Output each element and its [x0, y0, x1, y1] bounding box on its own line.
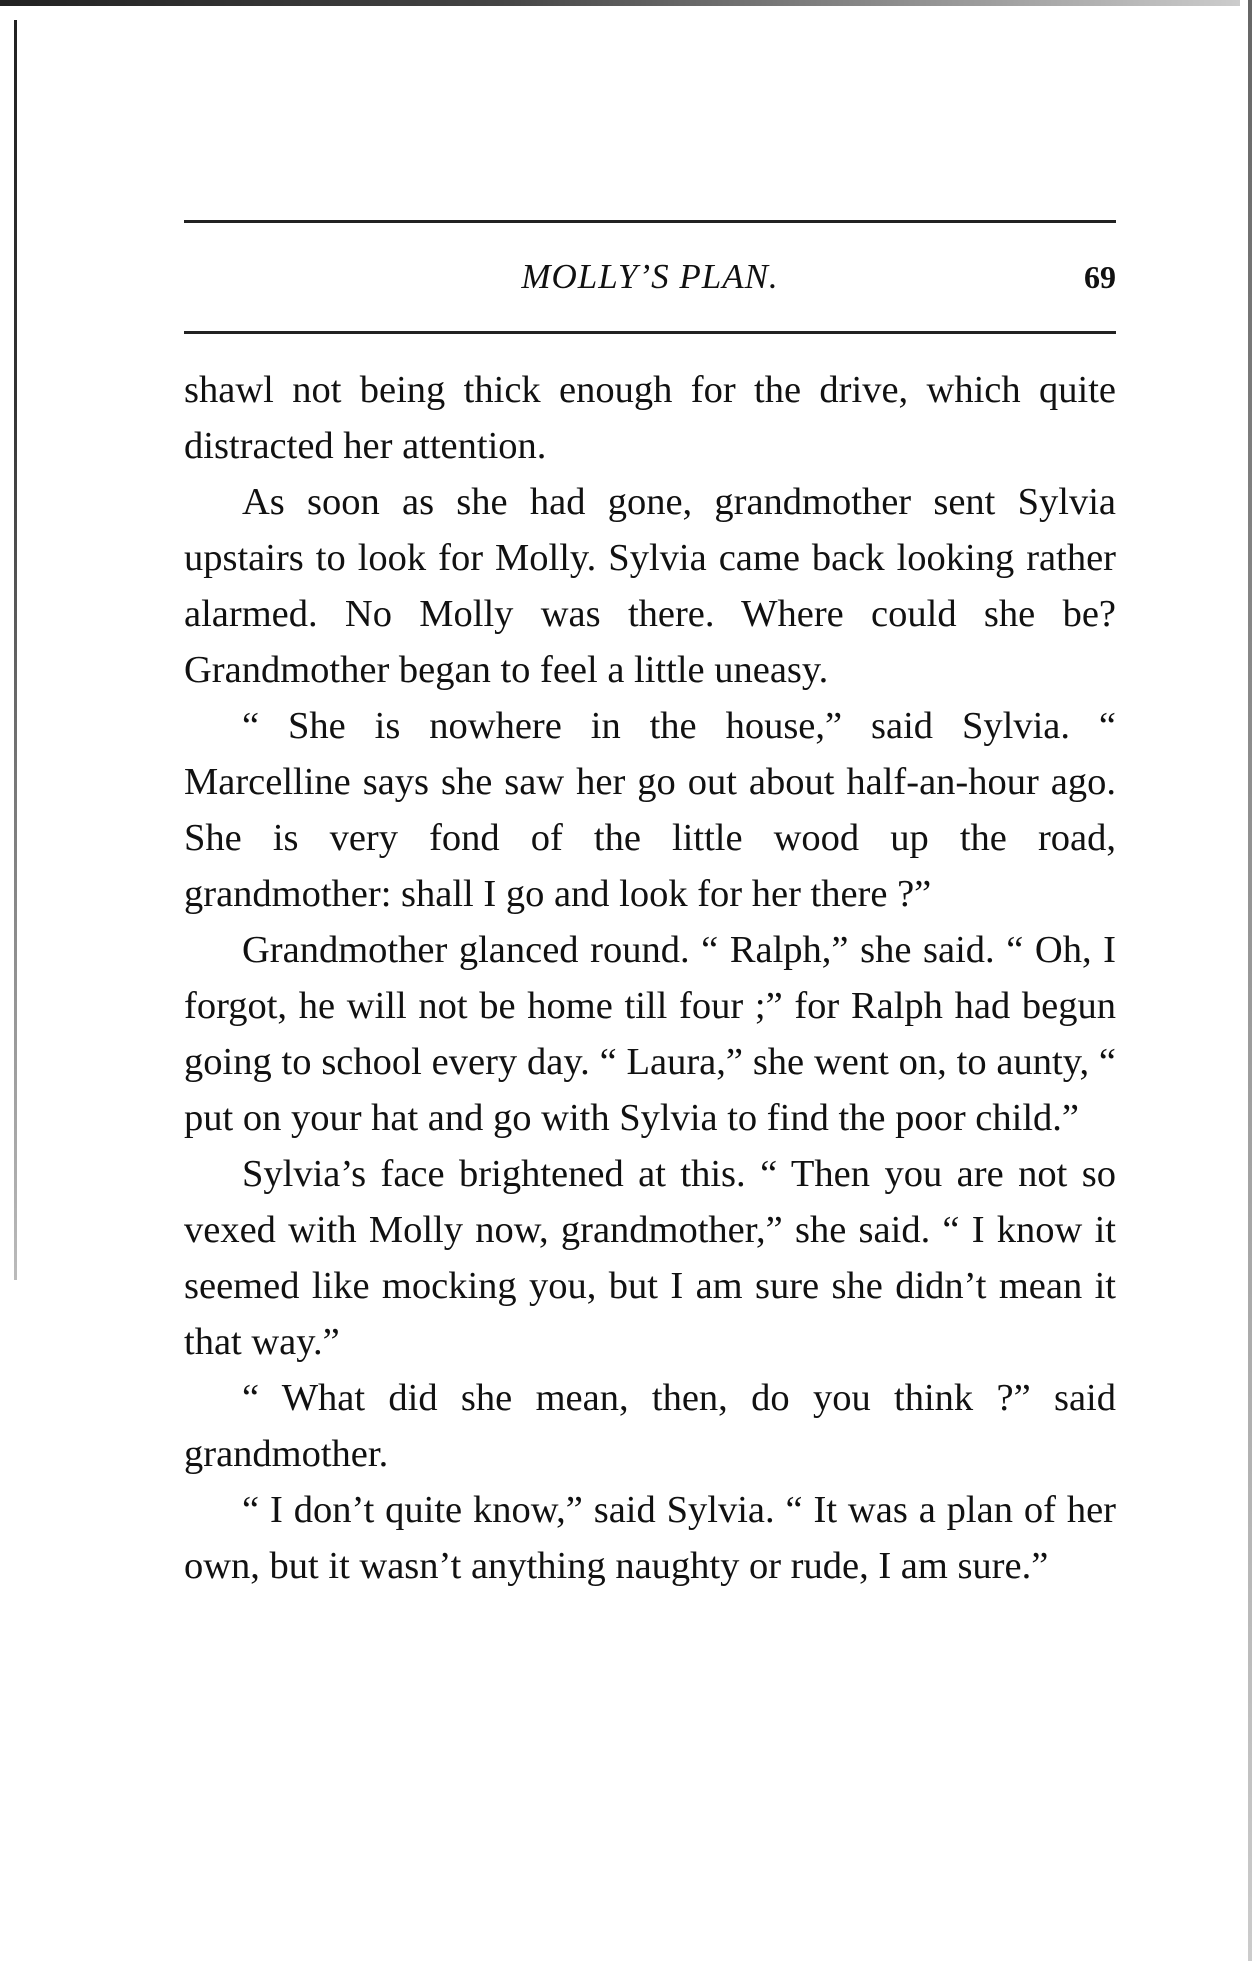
paragraph-1: shawl not being thick enough for the drive, which quite distracted her attention. [184, 369, 1116, 467]
page-header [184, 223, 1116, 331]
paragraph-4: Grandmother glanced round. “ Ralph,” she said. “ Oh, I forgot, he will not be home till four ;” for Ralph had begun going to school every day. “ Laura,” she went on, to aunty, “ put on your hat and go with Sylvia to find the poor child.” [184, 929, 1116, 1139]
header-bottom-rule [184, 331, 1116, 334]
paragraph-3: “ She is nowhere in the house,” said Sylvia. “ Marcelline says she saw her go out about half-an-hour ago. She is very fond of the little wood up the road, grandmother: shall I go and look for her there ?” [184, 705, 1116, 915]
page-number: 69 [1084, 258, 1116, 295]
scan-right-edge [1248, 0, 1252, 1961]
paragraph-5: Sylvia’s face brightened at this. “ Then you are not so vexed with Molly now, grandmother,” she said. “ I know it seemed like mocking you, but I am sure she didn’t mean it that way.” [184, 1153, 1116, 1363]
body-text [184, 362, 1116, 1594]
paragraph-6: “ What did she mean, then, do you think ?” said grandmother. [184, 1377, 1116, 1475]
paragraph-2: As soon as she had gone, grandmother sent Sylvia upstairs to look for Molly. Sylvia came back looking rather alarmed. No Molly was there. Where could she be? Grandmother began to feel a little uneasy. [184, 481, 1116, 691]
running-head: MOLLY’S PLAN. [521, 257, 779, 296]
paragraph-7: “ I don’t quite know,” said Sylvia. “ It was a plan of her own, but it wasn’t anything naughty or rude, I am sure.” [184, 1489, 1116, 1587]
scan-top-edge [0, 0, 1240, 6]
scan-left-edge [14, 20, 17, 1280]
book-page [184, 220, 1116, 1594]
